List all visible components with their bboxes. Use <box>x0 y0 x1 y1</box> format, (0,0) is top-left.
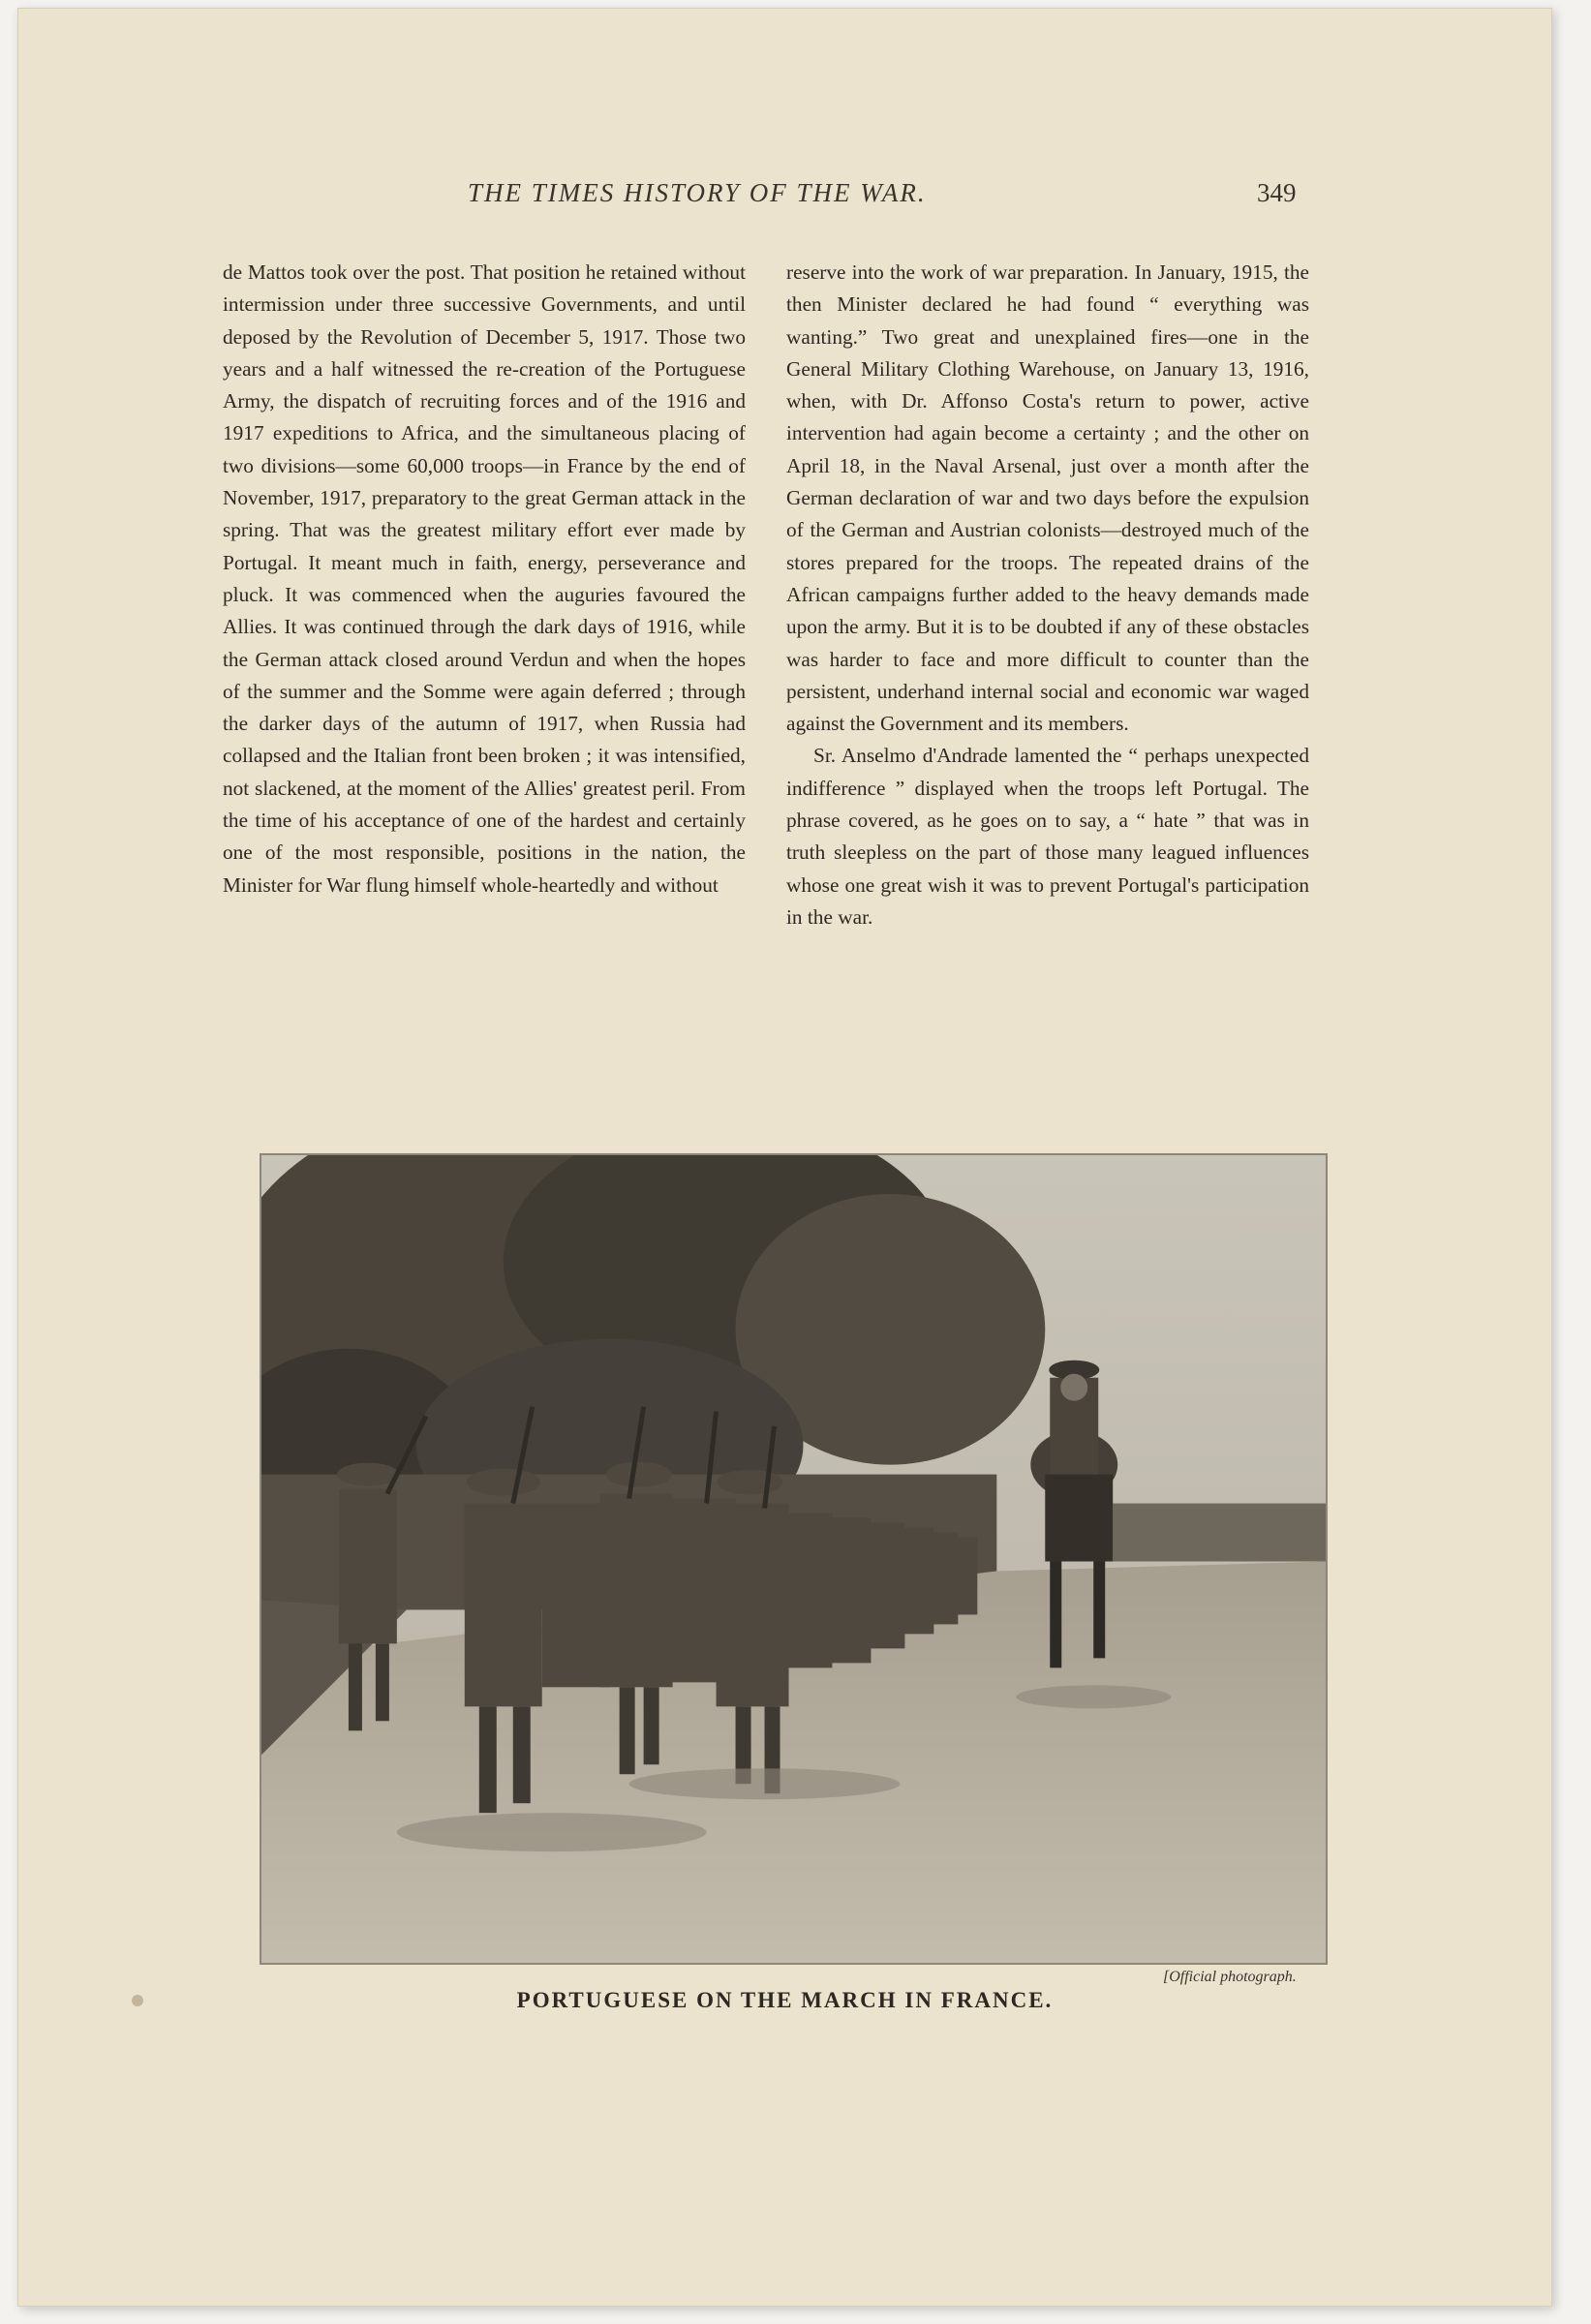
photograph-troops-marching <box>261 1155 1326 1963</box>
right-column <box>786 257 1309 933</box>
page-number: 349 <box>1257 178 1297 207</box>
running-head <box>17 178 1552 217</box>
photo-credit: [Official photograph. <box>1163 1969 1297 1985</box>
running-title: THE TIMES HISTORY OF THE WAR. <box>468 178 927 207</box>
right-paragraph: reserve into the work of war preparation. In January, 1915, the then Minister declared he had found “ everything was wanting.” Two great and unexplained fires—one in the General Military Clothing Warehouse, on January 13, 1916, when, with Dr. Affonso Costa's return to power, active intervention had again become a certainty ; and the other on April 18, in the Naval Arsenal, just over a month after the German declaration of war and two days before the expulsion of the German and Austrian colonists—destroyed much of the stores prepared for the troops. The repeated drains of the African campaigns further added to the heavy demands made upon the army. But it is to be doubted if any of these obstacles was harder to face and more difficult to counter than the persistent, underhand internal social and economic war waged against the Government and its members. <box>786 260 1309 736</box>
left-paragraph: de Mattos took over the post. That position he retained without intermission under three successive Governments, and until deposed by the Revolution of December 5, 1917. Those two years and a half witnessed the re-creation of the Portuguese Army, the dispatch of recruiting forces and of the 1916 and 1917 expeditions to Africa, and the simultaneous placing of two divisions—some 60,000 troops—in France by the end of November, 1917, preparatory to the great German attack in the spring. That was the greatest military effort ever made by Portugal. It meant much in faith, energy, perseverance and pluck. It was commenced when the auguries favoured the Allies. It was continued through the dark days of 1916, while the German attack closed around Verdun and when the hopes of the summer and the Somme were again deferred ; through the darker days of the autumn of 1917, when Russia had collapsed and the Italian front been broken ; it was intensified, not slackened, at the moment of the Allies' greatest peril. From the time of his acceptance of one of the hardest and certainly one of the most responsible, positions in the nation, the Minister for War flung himself whole-heartedly and without <box>223 260 746 897</box>
paper-stain <box>132 1995 143 2006</box>
figure-caption: PORTUGUESE ON THE MARCH IN FRANCE. <box>516 1988 1054 2012</box>
photograph <box>260 1153 1328 1965</box>
right-paragraph: Sr. Anselmo d'Andrade lamented the “ perhaps unexpected indifference ” displayed when the troops left Portugal. The phrase covered, as he goes on to say, a “ hate ” that was in truth sleepless on the part of those many leagued influences whose one great wish it was to prevent Portugal's participation in the war. <box>786 744 1309 929</box>
book-page <box>17 8 1552 2307</box>
left-column <box>223 257 746 902</box>
